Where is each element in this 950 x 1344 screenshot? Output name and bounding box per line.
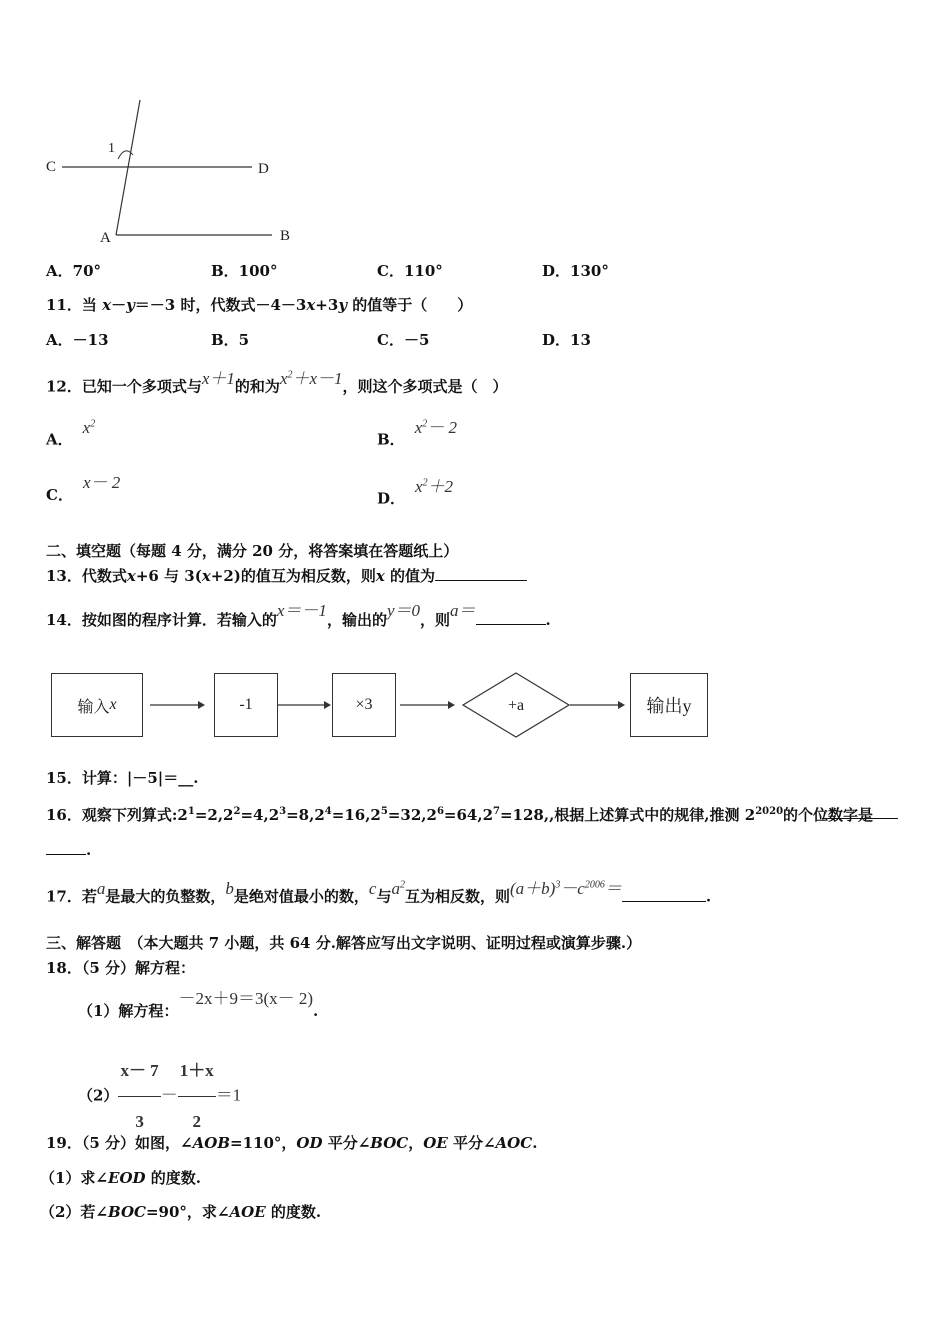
q12-option-b [377,417,457,450]
q14-text: ，则 [420,611,451,629]
q18-p1-label: （1）解方程： [78,1002,179,1020]
q17-text: . [705,887,712,906]
q19-p2-text: （2）若∠ [40,1203,109,1221]
q12-expr2: ＋x－1 [292,368,343,388]
q12-option-d [377,476,454,509]
q17-var: a [96,878,106,898]
q11-var: y [338,296,348,314]
q17-text: 互为相反数，则 [404,887,510,906]
flow-input-label: 输入 [77,698,110,716]
question-16-line2 [46,840,91,860]
q16-text: 16．观察下列算式:2 [46,806,188,824]
q17-answer-blank[interactable] [622,887,706,902]
flow-arrow-3 [400,698,456,712]
q14-text: ，输出的 [326,611,387,629]
q11-option-b: B．5 [211,331,250,349]
question-11 [46,295,472,315]
q16-exp: 7 [493,806,500,817]
q17-var: c [368,878,377,898]
q16-text: . [86,841,92,859]
q11-option-a: A．－13 [46,331,109,349]
q19-text: 19．（5 分）如图，∠ [46,1134,193,1152]
q17-text: 17．若 [46,887,97,906]
point-c-label: C [46,159,57,175]
parallel-lines-figure [40,95,310,250]
q16-answer-blank-1[interactable] [822,818,898,819]
q18-fraction-1-den: 3 [135,1112,144,1131]
question-12 [46,368,508,402]
q12-option-b-label: B． [377,430,405,449]
q13-text: 13．代数式 [46,567,127,585]
q18-fraction-2-den: 2 [192,1112,201,1131]
flow-input-box [51,673,143,737]
q16-exp: 2 [233,806,241,817]
q17-text: 是绝对值最小的数， [233,887,369,906]
q12-option-c-expr: x－ 2 [82,473,121,492]
question-15: 15．计算：|－5|＝__. [46,769,199,787]
question-18-part-1 [78,989,319,1026]
section-3-heading: 三、解答题 （本大题共 7 小题，共 64 分.解答应写出文字说明、证明过程或演算步骤.） [46,934,642,952]
q12-option-a-exp: 2 [90,418,96,429]
q11-text: 的值等于（ ） [347,296,473,314]
q17-expr: －c [560,878,585,898]
q12-option-a-label: A． [46,430,73,449]
q19-p1-var: EOD [108,1169,146,1187]
q19-text: 平分∠ [447,1134,496,1152]
q10-option-c: C．110° [377,262,443,280]
q18-fraction-2 [178,1046,216,1147]
q11-text: － [111,296,127,314]
q13-var: x [126,567,136,585]
q18-fraction-2-num: 1＋x [178,1046,216,1097]
q19-text: . [532,1134,538,1152]
q12-option-d-label: D． [377,489,406,508]
point-b-label: B [280,228,291,244]
flow-arrow-4 [570,698,626,712]
q12-option-b-rest: － 2 [427,417,457,437]
q19-var: OD [296,1134,323,1152]
q12-option-c-label: C． [46,486,73,504]
q19-var: OE [423,1134,448,1152]
q11-var: y [126,296,135,314]
question-13 [46,566,527,586]
q19-var: AOB [192,1134,230,1152]
q14-text: 14．按如图的程序计算．若输入的 [46,611,277,629]
q19-p2-var: AOE [229,1203,266,1221]
q13-var: x [201,567,211,585]
q11-num: 11．当 [46,296,97,314]
question-19 [46,1133,537,1153]
q10-option-b: B．100° [211,262,278,280]
q16-text: =128,,根据上述算式中的规律,推测 2 [499,806,756,824]
flow-step-times-three-label: ×3 [355,696,373,713]
q17-expr: (a＋b) [509,878,556,898]
question-17 [46,878,711,912]
q17-text: 是最大的负整数， [105,887,226,906]
q19-p2-text: =90°，求∠ [145,1203,230,1221]
q16-text: =4,2 [240,806,280,824]
angle-1-label: 1 [108,141,115,156]
q12-option-d-var: x [415,476,423,496]
q17-expr: ＝ [604,878,622,898]
q14-answer-blank[interactable] [476,610,546,625]
q16-exp: 1 [187,806,195,817]
q12-option-a [46,417,96,450]
q11-text: +3 [315,296,339,314]
flow-output-box [630,673,708,737]
flow-step-minus-one-label: -1 [239,696,253,713]
q16-text: =8,2 [286,806,325,824]
q13-text: 的值为 [384,567,436,585]
q10-option-a: A．70° [46,262,102,280]
q17-exp: 2006 [584,879,605,890]
q17-var: b [225,878,234,898]
q19-p1-text: 的度数. [145,1169,201,1187]
q16-exp: 5 [380,806,388,817]
q12-var: x [279,368,288,388]
q19-var: BOC [370,1134,409,1152]
question-18-part-2 [78,1046,241,1147]
q16-text: =16,2 [331,806,381,824]
point-d-label: D [258,161,269,177]
q12-option-c [46,473,121,505]
q18-p1-tail: . [313,1002,319,1020]
q11-text: ＝－3 时，代数式－4－3 [134,296,307,314]
q12-option-d-rest: ＋2 [427,476,454,496]
q16-text: 的个位数字是 [783,806,874,824]
q13-text: +6 与 3( [135,567,202,585]
question-16 [46,802,873,825]
q14-expr-output: y＝0 [386,601,420,620]
q19-text: 平分∠ [322,1134,371,1152]
q10-option-d: D．130° [542,262,609,280]
q12-text: ，则这个多项式是（ ） [342,377,508,396]
q19-var: AOC [495,1134,533,1152]
q18-fraction-1 [118,1046,160,1147]
q18-p2-label: （2） [78,1086,119,1105]
section-2-heading: 二、填空题（每题 4 分，满分 20 分，将答案填在答题纸上） [46,542,459,560]
flow-diamond-plus-a [461,672,571,738]
flow-output-label: 输出y [646,696,692,716]
q12-exp: 2 [287,369,293,380]
q14-expr-input: x＝－1 [276,601,327,620]
q18-p1-expr: －2x＋9＝3(x－ 2) [178,989,314,1008]
q12-option-b-var: x [414,417,423,437]
q18-p2-minus: － [160,1085,178,1105]
q16-text: =2,2 [194,806,234,824]
q12-option-d-exp: 2 [422,477,428,488]
question-14 [46,601,551,635]
q17-text: 与 [376,887,392,906]
q19-text: ， [408,1134,424,1152]
q16-exp: 2020 [755,806,784,817]
question-18: 18．（5 分）解方程： [46,959,196,977]
q16-exp: 3 [279,806,287,817]
q19-p2-text: 的度数. [265,1203,322,1221]
q14-text: . [545,611,551,629]
q19-p2-var: BOC [108,1203,146,1221]
q13-answer-blank[interactable] [435,566,527,581]
q11-option-d: D．13 [542,331,591,349]
question-19-part-1 [40,1168,201,1188]
flow-arrow-1 [150,698,206,712]
q12-option-a-var: x [82,417,91,437]
q13-var: x [375,567,385,585]
q12-expr1: x＋1 [201,368,235,388]
flow-diamond-label: +a [507,697,525,714]
q17-exp: 3 [555,879,561,890]
q16-text: =64,2 [443,806,494,824]
q11-option-c: C．－5 [377,331,430,349]
flow-input-var: x [109,696,117,713]
q16-exp: 4 [324,806,332,817]
q19-text: =110°， [230,1134,297,1152]
q11-var: x [102,296,112,314]
q12-text: 12．已知一个多项式与 [46,377,202,396]
q16-exp: 6 [436,806,444,817]
q11-var: x [306,296,316,314]
q12-option-b-exp: 2 [422,418,428,429]
q12-text: 的和为 [234,377,280,396]
question-19-part-2 [40,1202,321,1222]
q13-text: +2)的值互为相反数，则 [210,567,376,585]
q17-exp: 2 [399,879,405,890]
flow-step-times-three [332,673,396,737]
q18-p2-eq: ＝1 [215,1085,242,1105]
q14-expr-a: a＝ [450,601,476,620]
q16-answer-blank-2[interactable] [46,840,86,855]
q17-var: a [391,878,400,898]
flow-step-minus-one [214,673,278,737]
flow-arrow-2 [278,698,332,712]
point-a-label: A [100,230,111,246]
q16-text: =32,2 [387,806,437,824]
q18-fraction-1-num: x－ 7 [118,1046,160,1097]
q19-p1-text: （1）求∠ [40,1169,109,1187]
